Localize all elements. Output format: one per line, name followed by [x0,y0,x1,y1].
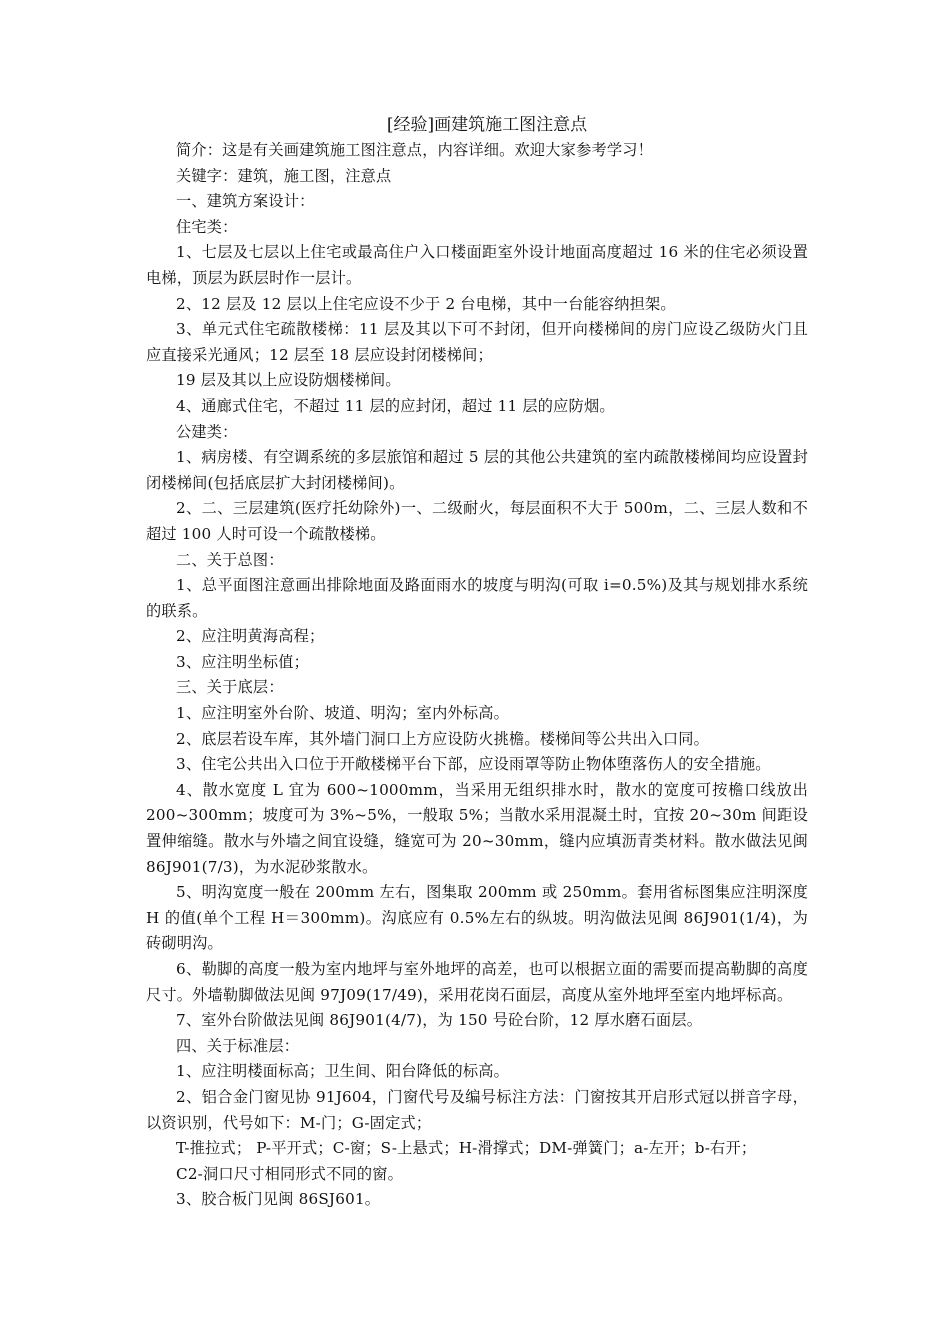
paragraph: 1、应注明楼面标高；卫生间、阳台降低的标高。 [176,1062,510,1081]
paragraph-keywords: 关键字：建筑，施工图，注意点 [176,166,392,185]
paragraph: 1、应注明室外台阶、坡道、明沟；室内外标高。 [176,704,510,723]
section-heading-1: 一、建筑方案设计： [176,192,315,211]
document-body [146,138,808,1213]
paragraph: 19 层及其以上应设防烟楼梯间。 [176,371,401,390]
subsection-heading-residential: 住宅类： [176,217,238,236]
section-heading-3: 三、关于底层： [176,678,284,697]
paragraph: 2、铝合金门窗见协 91J604，门窗代号及编号标注方法：门窗按其开启形式冠以拼音字母，以资识别，代号如下：M-门；G-固定式； [146,1087,808,1132]
paragraph: C2-洞口尺寸相同形式不同的窗。 [176,1164,404,1183]
paragraph: 3、单元式住宅疏散楼梯：11 层及其以下可不封闭，但开向楼梯间的房门应设乙级防火门且应直接采光通风；12 层至 18 层应设封闭楼梯间； [146,320,808,364]
paragraph: 4、通廊式住宅，不超过 11 层的应封闭，超过 11 层的应防烟。 [176,396,615,415]
paragraph: 4、散水宽度 L 宜为 600~1000mm，当采用无组织排水时，散水的宽度可按檐口线放出 200~300mm；坡度可为 3%~5%，一般取 5%；当散水采用混凝土时，宜按 20~30m 间距设置伸缩缝。散水与外墙之间宜设缝，缝宽可为 20~30mm，缝内应填沥青类材料。散水做法见闽 86J901(7/3)，为水泥砂浆散水。 [146,780,808,876]
paragraph: 3、住宅公共出入口位于开敞楼梯平台下部，应设雨罩等防止物体堕落伤人的安全措施。 [176,755,771,774]
paragraph: 1、七层及七层以上住宅或最高住户入口楼面距室外设计地面高度超过 16 米的住宅必须设置电梯，顶层为跃层时作一层计。 [146,243,808,287]
paragraph: 2、底层若设车库，其外墙门洞口上方应设防火挑檐。楼梯间等公共出入口同。 [176,729,710,748]
paragraph: 2、二、三层建筑(医疗托幼除外)一、二级耐火，每层面积不大于 500m，二、三层人数和不超过 100 人时可设一个疏散楼梯。 [146,499,808,543]
paragraph: 3、胶合板门见闽 86SJ601。 [176,1190,381,1209]
paragraph: 3、应注明坐标值； [176,652,309,671]
document-title: [经验]画建筑施工图注意点 [386,115,588,135]
paragraph: T-推拉式； P-平开式；C-窗；S-上悬式；H-滑撑式；DM-弹簧门；a-左开；b-右开； [176,1139,757,1158]
paragraph: 1、病房楼、有空调系统的多层旅馆和超过 5 层的其他公共建筑的室内疏散楼梯间均应设置封闭楼梯间(包括底层扩大封闭楼梯间)。 [146,448,808,492]
document-page [146,112,808,1213]
subsection-heading-public: 公建类： [176,422,238,441]
paragraph: 2、应注明黄海高程； [176,627,325,646]
paragraph: 1、总平面图注意画出排除地面及路面雨水的坡度与明沟(可取 i=0.5%)及其与规划排水系统的联系。 [146,576,808,620]
section-heading-2: 二、关于总图： [176,550,284,569]
section-heading-4: 四、关于标准层： [176,1036,300,1055]
paragraph: 2、12 层及 12 层以上住宅应设不少于 2 台电梯，其中一台能容纳担架。 [176,294,676,313]
paragraph: 5、明沟宽度一般在 200mm 左右，图集取 200mm 或 250mm。套用省标图集应注明深度 H 的值(单个工程 H＝300mm)。沟底应有 0.5%左右的纵坡。明沟做法见闽 86J901(1/4)，为砖砌明沟。 [146,883,808,953]
paragraph-intro: 简介：这是有关画建筑施工图注意点，内容详细。欢迎大家参考学习！ [176,141,654,159]
paragraph: 6、勒脚的高度一般为室内地坪与室外地坪的高差，也可以根据立面的需要而提高勒脚的高度尺寸。外墙勒脚做法见闽 97J09(17/49)，采用花岗石面层，高度从室外地坪至室内地坪标高。 [146,960,808,1004]
paragraph: 7、室外台阶做法见闽 86J901(4/7)，为 150 号砼台阶，12 厚水磨石面层。 [176,1011,703,1030]
